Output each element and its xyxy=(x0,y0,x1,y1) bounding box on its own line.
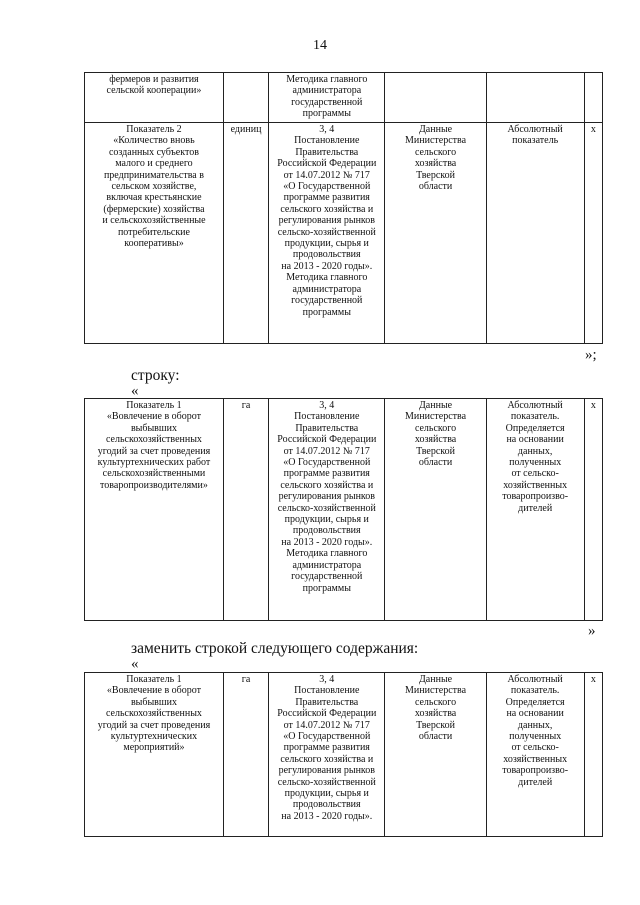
cell-line: Абсолютный xyxy=(507,124,563,135)
cell-line: 3, 4 xyxy=(319,400,335,411)
cell-line: области xyxy=(418,181,453,193)
cell-line: администратора xyxy=(292,85,362,97)
cell-line: сельского xyxy=(414,146,457,158)
cell-line: полученных xyxy=(509,731,562,743)
unit-cell xyxy=(223,399,268,621)
cell-line: сельского хозяйства и xyxy=(280,203,374,215)
cell-line: предпринимательства в xyxy=(103,169,204,181)
cell-line: хозяйства xyxy=(414,434,457,446)
basis-cell xyxy=(269,399,385,621)
cell-line: показатель. xyxy=(510,411,560,423)
cell-line: Правительства xyxy=(295,696,359,708)
cell-line: от сельско- xyxy=(511,742,559,754)
cell-line: созданных субъектов xyxy=(108,146,199,158)
cell-line: Правительства xyxy=(295,422,359,434)
cell-line: Абсолютный xyxy=(507,674,563,685)
cell-line: от 14.07.2012 № 717 xyxy=(283,169,370,181)
closing-quote: »; xyxy=(585,347,597,363)
cell-line: сельскохозяйственными xyxy=(102,468,206,480)
indicator-cell xyxy=(85,123,224,344)
type-cell xyxy=(486,399,584,621)
cell-line: на 2013 - 2020 годы». xyxy=(281,536,373,548)
cell-line: на 2013 - 2020 годы». xyxy=(281,810,373,822)
cell-line: программы xyxy=(302,306,351,318)
cell-line: администратора xyxy=(292,283,362,295)
unit-cell xyxy=(223,673,268,837)
cell-line: регулирования рынков xyxy=(278,491,375,503)
cell-line: сельского хозяйства и xyxy=(280,479,374,491)
cell-line: полученных xyxy=(509,457,562,469)
cell-line: х xyxy=(590,674,596,685)
cell-line: выбывших xyxy=(130,696,177,708)
cell-line: продукции, сырья и xyxy=(284,238,369,250)
cell-line: х xyxy=(590,124,596,135)
cell-line: «Вовлечение в оборот xyxy=(106,411,202,423)
cell-line: регулирования рынков xyxy=(278,215,375,227)
cell-line: хозяйственных xyxy=(503,753,568,765)
cell-line: Показатель 1 xyxy=(126,400,182,411)
table-new-row xyxy=(84,672,603,837)
source-cell xyxy=(385,73,486,123)
cell-line: Постановление xyxy=(294,411,360,423)
mark-cell xyxy=(584,673,602,837)
cell-line: Данные xyxy=(418,674,453,685)
cell-line: культуртехнических работ xyxy=(97,457,211,469)
cell-line: регулирования рынков xyxy=(278,765,375,777)
cell-line: сельско-хозяйственной xyxy=(277,502,376,514)
cell-line: 3, 4 xyxy=(319,674,335,685)
cell-line: данных, xyxy=(517,445,553,457)
cell-line: Тверской xyxy=(416,445,455,457)
cell-line: Постановление xyxy=(294,135,360,147)
basis-cell xyxy=(269,673,385,837)
cell-line: х xyxy=(590,400,596,411)
cell-line: сельского xyxy=(414,422,457,434)
cell-line: продукции, сырья и xyxy=(284,514,369,526)
cell-line: программе развития xyxy=(283,192,370,204)
cell-line: сельского хозяйства и xyxy=(280,753,374,765)
cell-line: товаропроизводителями» xyxy=(100,479,208,491)
cell-line: хозяйства xyxy=(414,158,457,170)
cell-line: на основании xyxy=(506,708,564,720)
cell-line: (фермерские) хозяйства xyxy=(103,203,205,215)
opening-quote: « xyxy=(131,383,139,399)
cell-line: программе развития xyxy=(283,468,370,480)
cell-line: Министерства xyxy=(405,135,467,147)
cell-line: га xyxy=(241,400,251,411)
cell-line: программы xyxy=(302,582,351,594)
cell-line: от 14.07.2012 № 717 xyxy=(283,719,370,731)
cell-line: Методика главного xyxy=(286,272,368,284)
cell-line: 3, 4 xyxy=(319,124,335,135)
source-cell xyxy=(385,123,486,344)
basis-cell xyxy=(269,123,385,344)
cell-line: продовольствия xyxy=(292,249,361,261)
cell-line: сельско-хозяйственной xyxy=(277,226,376,238)
indicator-cell xyxy=(85,673,224,837)
cell-line: Определяется xyxy=(505,696,565,708)
label-stroku: строку: xyxy=(131,367,180,384)
cell-line: области xyxy=(418,731,453,743)
cell-line: дителей xyxy=(518,776,553,788)
cell-line: малого и среднего xyxy=(115,158,193,170)
cell-line: Министерства xyxy=(405,411,467,423)
cell-line: Тверской xyxy=(416,719,455,731)
type-cell xyxy=(486,673,584,837)
cell-line: Данные xyxy=(418,124,453,135)
cell-line: программы xyxy=(302,108,351,120)
cell-line: от 14.07.2012 № 717 xyxy=(283,445,370,457)
opening-quote: « xyxy=(131,656,139,672)
cell-line: сельском хозяйстве, xyxy=(111,181,197,193)
table-row xyxy=(85,73,603,123)
cell-line: «О Государственной xyxy=(283,181,371,193)
cell-line: области xyxy=(418,457,453,469)
cell-line: продукции, сырья и xyxy=(284,788,369,800)
cell-line: единиц xyxy=(230,124,262,135)
cell-line: продовольствия xyxy=(292,799,361,811)
cell-line: «Количество вновь xyxy=(113,135,195,147)
cell-line: государственной xyxy=(291,571,363,583)
cell-line: «Вовлечение в оборот xyxy=(106,685,202,697)
cell-line: дителей xyxy=(518,502,553,514)
cell-line: «О Государственной xyxy=(283,457,371,469)
cell-line: Тверской xyxy=(416,169,455,181)
indicator-cell xyxy=(85,73,224,123)
cell-line: Определяется xyxy=(505,422,565,434)
cell-line: показатель. xyxy=(510,685,560,697)
source-cell xyxy=(385,673,486,837)
mark-cell xyxy=(584,399,602,621)
cell-line: и сельскохозяйственные xyxy=(102,215,206,227)
cell-line: выбывших xyxy=(130,422,177,434)
cell-line: включая крестьянские xyxy=(106,192,202,204)
cell-line: сельского xyxy=(414,696,457,708)
cell-line: администратора xyxy=(292,559,362,571)
cell-line: Показатель 2 xyxy=(126,124,182,135)
cell-line: данных, xyxy=(517,719,553,731)
table-old-row xyxy=(84,398,603,621)
cell-line: товаропроизво- xyxy=(502,491,569,503)
table-row xyxy=(85,399,603,621)
cell-line: Данные xyxy=(418,400,453,411)
cell-line: угодий за счет проведения xyxy=(97,719,211,731)
basis-cell xyxy=(269,73,385,123)
cell-line: Абсолютный xyxy=(507,400,563,411)
table-top xyxy=(84,72,603,344)
indicator-cell xyxy=(85,399,224,621)
cell-line: государственной xyxy=(291,295,363,307)
mark-cell xyxy=(584,73,602,123)
cell-line: хозяйства xyxy=(414,708,457,720)
cell-line: Методика главного xyxy=(286,74,368,85)
closing-quote: » xyxy=(588,623,596,639)
cell-line: программе развития xyxy=(283,742,370,754)
cell-line: культуртехнических xyxy=(110,731,198,743)
cell-line: товаропроизво- xyxy=(502,765,569,777)
cell-line: кооперативы» xyxy=(124,238,184,250)
cell-line: сельской кооперации» xyxy=(106,85,202,97)
label-replace: заменить строкой следующего содержания: xyxy=(131,640,419,657)
cell-line: Правительства xyxy=(295,146,359,158)
unit-cell xyxy=(223,73,268,123)
cell-line: угодий за счет проведения xyxy=(97,445,211,457)
cell-line: сельско-хозяйственной xyxy=(277,776,376,788)
cell-line: Постановление xyxy=(294,685,360,697)
cell-line: Министерства xyxy=(405,685,467,697)
cell-line: на основании xyxy=(506,434,564,446)
type-cell xyxy=(486,73,584,123)
cell-line: Российской Федерации xyxy=(277,434,377,446)
cell-line: сельскохозяйственных xyxy=(105,434,202,446)
page-number: 14 xyxy=(313,38,327,53)
cell-line: Российской Федерации xyxy=(277,158,377,170)
cell-line: на 2013 - 2020 годы». xyxy=(281,260,373,272)
source-cell xyxy=(385,399,486,621)
cell-line: государственной xyxy=(291,96,363,108)
table-row xyxy=(85,123,603,344)
cell-line: «О Государственной xyxy=(283,731,371,743)
mark-cell xyxy=(584,123,602,344)
cell-line: хозяйственных xyxy=(503,479,568,491)
type-cell xyxy=(486,123,584,344)
cell-line: потребительские xyxy=(117,226,190,238)
cell-line: Российской Федерации xyxy=(277,708,377,720)
cell-line: сельскохозяйственных xyxy=(105,708,202,720)
cell-line: га xyxy=(241,674,251,685)
cell-line: Методика главного xyxy=(286,548,368,560)
cell-line: от сельско- xyxy=(511,468,559,480)
table-row xyxy=(85,673,603,837)
cell-line: показатель xyxy=(512,135,559,147)
unit-cell xyxy=(223,123,268,344)
cell-line: мероприятий» xyxy=(123,742,185,754)
cell-line: продовольствия xyxy=(292,525,361,537)
cell-line: Показатель 1 xyxy=(126,674,182,685)
cell-line: фермеров и развития xyxy=(109,74,199,85)
